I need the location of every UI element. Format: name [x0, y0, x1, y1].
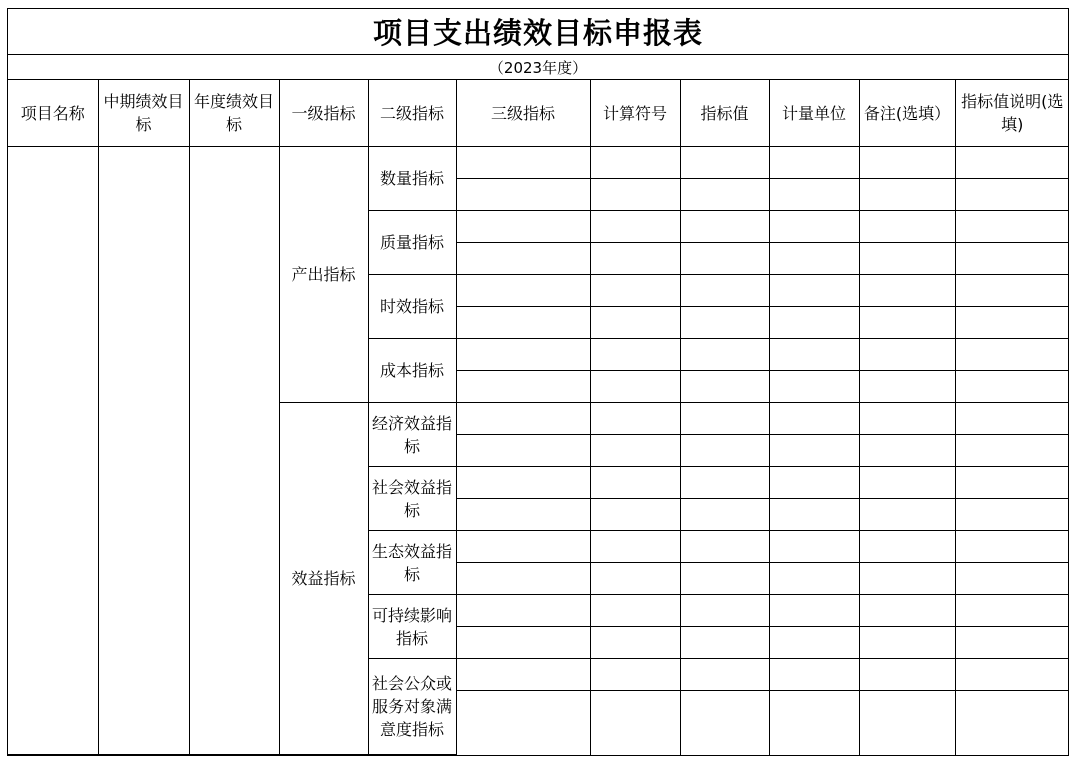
- input-cell[interactable]: [955, 179, 1069, 211]
- input-cell[interactable]: [590, 435, 680, 467]
- input-cell[interactable]: [456, 627, 590, 659]
- input-cell[interactable]: [456, 307, 590, 339]
- level2-economic: 经济效益指标: [368, 403, 456, 467]
- input-cell[interactable]: [955, 563, 1069, 595]
- input-cell[interactable]: [955, 243, 1069, 275]
- input-cell[interactable]: [590, 243, 680, 275]
- level1-output: 产出指标: [279, 147, 368, 403]
- input-cell[interactable]: [680, 307, 769, 339]
- input-cell[interactable]: [859, 499, 955, 531]
- input-cell[interactable]: [859, 659, 955, 691]
- input-cell[interactable]: [590, 307, 680, 339]
- header-level2: 二级指标: [368, 80, 456, 147]
- input-cell[interactable]: [859, 691, 955, 755]
- input-cell[interactable]: [769, 371, 859, 403]
- input-cell[interactable]: [456, 339, 590, 371]
- input-cell[interactable]: [456, 659, 590, 691]
- input-cell[interactable]: [769, 275, 859, 307]
- input-cell[interactable]: [769, 403, 859, 435]
- input-cell[interactable]: [859, 467, 955, 499]
- level2-quality: 质量指标: [368, 211, 456, 275]
- input-cell[interactable]: [859, 595, 955, 627]
- input-cell[interactable]: [769, 595, 859, 627]
- input-cell[interactable]: [955, 211, 1069, 243]
- input-cell[interactable]: [680, 467, 769, 499]
- input-cell[interactable]: [456, 275, 590, 307]
- input-cell[interactable]: [680, 339, 769, 371]
- header-remark: 备注(选填）: [859, 80, 955, 147]
- input-cell[interactable]: [456, 531, 590, 563]
- level2-ecological: 生态效益指标: [368, 531, 456, 595]
- input-cell[interactable]: [680, 435, 769, 467]
- input-cell[interactable]: [456, 691, 590, 755]
- input-cell[interactable]: [859, 627, 955, 659]
- input-cell[interactable]: [590, 179, 680, 211]
- input-cell[interactable]: [680, 275, 769, 307]
- header-level1: 一级指标: [279, 80, 368, 147]
- input-cell[interactable]: [590, 147, 680, 179]
- input-cell[interactable]: [859, 179, 955, 211]
- input-cell[interactable]: [590, 339, 680, 371]
- level2-social: 社会效益指标: [368, 467, 456, 531]
- input-cell[interactable]: [859, 307, 955, 339]
- input-cell[interactable]: [680, 595, 769, 627]
- input-cell[interactable]: [680, 691, 769, 755]
- input-cell[interactable]: [955, 307, 1069, 339]
- input-cell[interactable]: [680, 147, 769, 179]
- input-cell[interactable]: [859, 243, 955, 275]
- input-cell[interactable]: [590, 627, 680, 659]
- input-cell[interactable]: [590, 691, 680, 755]
- input-cell[interactable]: [769, 563, 859, 595]
- input-cell[interactable]: [859, 147, 955, 179]
- input-cell[interactable]: [769, 147, 859, 179]
- input-cell[interactable]: [456, 147, 590, 179]
- input-cell[interactable]: [769, 691, 859, 755]
- header-midterm-goal: 中期绩效目标: [98, 80, 189, 147]
- input-cell[interactable]: [590, 563, 680, 595]
- input-cell[interactable]: [456, 211, 590, 243]
- input-cell[interactable]: [955, 659, 1069, 691]
- input-cell[interactable]: [456, 499, 590, 531]
- input-cell[interactable]: [859, 371, 955, 403]
- input-cell[interactable]: [955, 499, 1069, 531]
- input-cell[interactable]: [859, 531, 955, 563]
- input-cell[interactable]: [590, 275, 680, 307]
- input-cell[interactable]: [590, 499, 680, 531]
- input-cell[interactable]: [590, 403, 680, 435]
- input-cell[interactable]: [680, 403, 769, 435]
- input-cell[interactable]: [456, 243, 590, 275]
- level2-sustainable: 可持续影响指标: [368, 595, 456, 659]
- input-cell[interactable]: [769, 627, 859, 659]
- input-cell[interactable]: [769, 659, 859, 691]
- input-cell[interactable]: [769, 435, 859, 467]
- input-cell[interactable]: [680, 499, 769, 531]
- input-cell[interactable]: [769, 339, 859, 371]
- input-cell[interactable]: [680, 243, 769, 275]
- header-annual-goal: 年度绩效目标: [189, 80, 279, 147]
- input-cell[interactable]: [590, 467, 680, 499]
- input-cell[interactable]: [456, 435, 590, 467]
- input-cell[interactable]: [680, 531, 769, 563]
- input-cell[interactable]: [769, 307, 859, 339]
- input-cell[interactable]: [955, 275, 1069, 307]
- input-cell[interactable]: [680, 659, 769, 691]
- input-cell[interactable]: [955, 403, 1069, 435]
- input-cell[interactable]: [590, 659, 680, 691]
- header-operator: 计算符号: [590, 80, 680, 147]
- input-cell[interactable]: [456, 179, 590, 211]
- form-year: （2023年度）: [8, 55, 1068, 80]
- input-cell[interactable]: [859, 275, 955, 307]
- input-cell[interactable]: [955, 339, 1069, 371]
- input-cell[interactable]: [680, 179, 769, 211]
- input-cell[interactable]: [859, 563, 955, 595]
- form-title: 项目支出绩效目标申报表: [8, 9, 1068, 55]
- input-cell[interactable]: [456, 467, 590, 499]
- input-cell[interactable]: [859, 339, 955, 371]
- input-cell[interactable]: [769, 499, 859, 531]
- level1-benefit: 效益指标: [279, 403, 368, 755]
- input-cell[interactable]: [456, 595, 590, 627]
- input-cell[interactable]: [955, 531, 1069, 563]
- input-cell[interactable]: [456, 371, 590, 403]
- header-value-desc: 指标值说明(选填): [955, 80, 1069, 147]
- header-value: 指标值: [680, 80, 769, 147]
- input-cell[interactable]: [680, 563, 769, 595]
- header-unit: 计量单位: [769, 80, 859, 147]
- header-project-name: 项目名称: [8, 80, 98, 147]
- project-name-cell[interactable]: [8, 147, 98, 755]
- level2-cost: 成本指标: [368, 339, 456, 403]
- input-cell[interactable]: [590, 211, 680, 243]
- input-cell[interactable]: [859, 211, 955, 243]
- input-cell[interactable]: [680, 211, 769, 243]
- input-cell[interactable]: [590, 595, 680, 627]
- input-cell[interactable]: [955, 371, 1069, 403]
- level2-quantity: 数量指标: [368, 147, 456, 211]
- input-cell[interactable]: [955, 467, 1069, 499]
- input-cell[interactable]: [456, 403, 590, 435]
- level2-satisfaction: 社会公众或服务对象满意度指标: [368, 659, 456, 755]
- input-cell[interactable]: [590, 531, 680, 563]
- input-cell[interactable]: [955, 691, 1069, 755]
- level2-timeliness: 时效指标: [368, 275, 456, 339]
- header-row: [8, 80, 1069, 147]
- input-cell[interactable]: [769, 211, 859, 243]
- annual-goal-cell[interactable]: [189, 147, 279, 755]
- input-cell[interactable]: [955, 595, 1069, 627]
- input-cell[interactable]: [769, 179, 859, 211]
- header-level3: 三级指标: [456, 80, 590, 147]
- input-cell[interactable]: [769, 531, 859, 563]
- input-cell[interactable]: [680, 627, 769, 659]
- input-cell[interactable]: [955, 147, 1069, 179]
- input-cell[interactable]: [859, 435, 955, 467]
- input-cell[interactable]: [769, 243, 859, 275]
- input-cell[interactable]: [456, 563, 590, 595]
- performance-goal-form: [7, 8, 1069, 756]
- midterm-goal-cell[interactable]: [98, 147, 189, 755]
- input-cell[interactable]: [955, 435, 1069, 467]
- indicator-table: [8, 80, 1069, 755]
- input-cell[interactable]: [859, 403, 955, 435]
- input-cell[interactable]: [769, 467, 859, 499]
- input-cell[interactable]: [590, 371, 680, 403]
- input-cell[interactable]: [680, 371, 769, 403]
- input-cell[interactable]: [955, 627, 1069, 659]
